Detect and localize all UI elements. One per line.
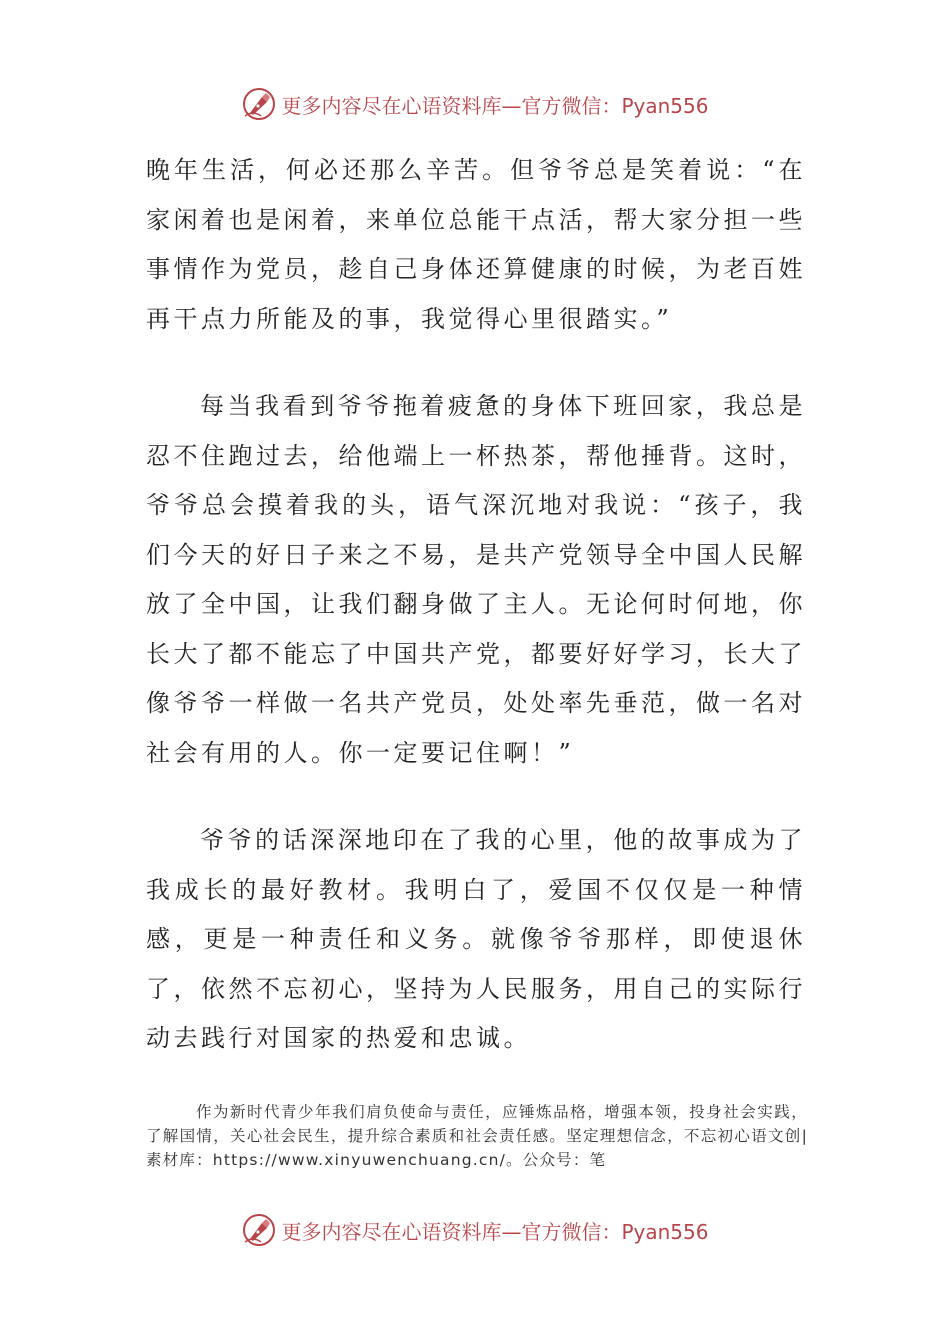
footer-banner-text: 更多内容尽在心语资料库—官方微信：Pyan556 bbox=[281, 1219, 709, 1244]
footnote-text: 作为新时代青少年我们肩负使命与责任，应锤炼品格，增强本领，投身社会实践，了解国情，关心社会民生，提升综合素质和社会责任感。坚定理想信念，不忘初心语文创|素材库：https://www.xinyuwenchuang.cn/。公众号：笔 bbox=[146, 1103, 808, 1169]
pen-nib-logo-icon bbox=[241, 86, 277, 122]
paragraph-2: 每当我看到爷爷拖着疲惫的身体下班回家，我总是忍不住跑过去，给他端上一杯热茶，帮他捶背。这时，爷爷总会摸着我的头，语气深沉地对我说：“孩子，我们今天的好日子来之不易，是共产党领导全中国人民解放了全中国，让我们翻身做了主人。无论何时何地，你长大了都不能忘了中国共产党，都要好好学习，长大了像爷爷一样做一名共产党员，处处率先垂范，做一名对社会有用的人。你一定要记住啊！” bbox=[146, 392, 806, 767]
pen-nib-logo-icon bbox=[241, 1212, 277, 1248]
paragraph-1: 晚年生活，何必还那么辛苦。但爷爷总是笑着说：“在家闲着也是闲着，来单位总能干点活，帮大家分担一些事情作为党员，趁自己身体还算健康的时候，为老百姓再干点力所能及的事，我觉得心里很踏实。” bbox=[146, 156, 806, 333]
footer-banner bbox=[0, 1210, 950, 1250]
header-banner-text: 更多内容尽在心语资料库—官方微信：Pyan556 bbox=[281, 93, 709, 118]
header-banner bbox=[0, 84, 950, 124]
paragraph-3: 爷爷的话深深地印在了我的心里，他的故事成为了我成长的最好教材。我明白了，爱国不仅仅是一种情感，更是一种责任和义务。就像爷爷那样，即使退休了，依然不忘初心，坚持为人民服务，用自己的实际行动去践行对国家的热爱和忠诚。 bbox=[146, 826, 806, 1052]
